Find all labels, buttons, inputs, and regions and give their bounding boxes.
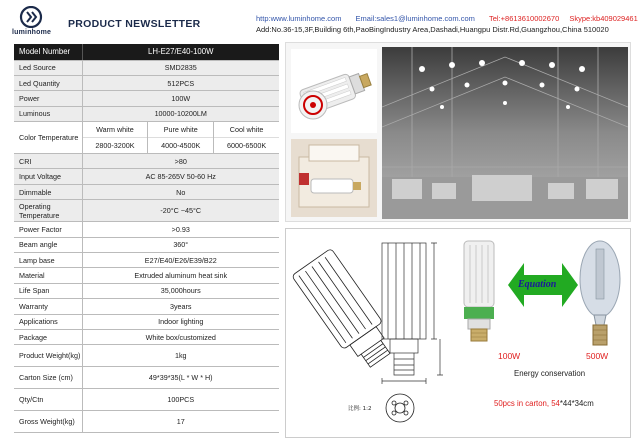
spec-label: Power Factor — [14, 222, 82, 237]
phone-number: Tel:+8613610002670 — [488, 14, 560, 23]
spec-value: AC 85-265V 50-60 Hz — [82, 169, 279, 184]
spec-label: Led Quantity — [14, 75, 82, 90]
spec-row — [14, 253, 279, 268]
spec-label: Model Number — [14, 44, 82, 60]
spec-row — [14, 411, 279, 433]
spec-label: Material — [14, 268, 82, 283]
contact-line — [256, 14, 638, 23]
spec-value: E27/E40/E26/E39/B22 — [82, 253, 279, 268]
spec-label: Gross Weight(kg) — [14, 411, 82, 433]
spec-value: 1kg — [82, 345, 279, 367]
spec-label: Beam angle — [14, 237, 82, 252]
skype-id: Skype:kb409029461 — [569, 14, 638, 23]
spec-row — [14, 200, 279, 222]
spec-label: Luminous — [14, 106, 82, 121]
logo-text: luminhome — [12, 29, 52, 36]
spec-label: Input Voltage — [14, 169, 82, 184]
spec-label: Product Weight(kg) — [14, 345, 82, 367]
spec-value: SMD2835 — [82, 60, 279, 75]
color-temp-name: Warm white — [83, 122, 148, 138]
spec-row — [14, 106, 279, 121]
spec-row — [14, 268, 279, 283]
spec-row — [14, 283, 279, 298]
spec-value: 3years — [82, 299, 279, 314]
spec-value: 512PCS — [82, 75, 279, 90]
carton-info — [494, 399, 594, 408]
equation-label: Equation — [518, 279, 557, 290]
spec-value: 360° — [82, 237, 279, 252]
color-temp-range: 2800-3200K — [95, 141, 135, 151]
color-temperature-grid — [83, 122, 280, 153]
spec-value: -20°C ~45°C — [82, 200, 279, 222]
color-temp-option — [214, 122, 279, 153]
spec-value: 49*39*35(L * W * H) — [82, 367, 279, 389]
spec-value: Extruded aluminum heat sink — [82, 268, 279, 283]
spec-label: Life Span — [14, 283, 82, 298]
spec-label: Power — [14, 91, 82, 106]
dimension-drawing — [374, 235, 454, 387]
color-temp-name: Pure white — [148, 122, 213, 138]
spec-value: 100PCS — [82, 389, 279, 411]
email-link[interactable]: Email:sales1@luminhome.com.com — [355, 14, 475, 23]
hid-lamp-photo — [576, 235, 624, 351]
comparison-panel — [285, 228, 631, 438]
spec-value: No — [82, 184, 279, 199]
spec-row-color-temperature — [14, 122, 279, 154]
carton-dimensions: *44*34cm — [559, 399, 594, 408]
spec-label: Dimmable — [14, 184, 82, 199]
spec-value: >80 — [82, 154, 279, 169]
page-title: PRODUCT NEWSLETTER — [68, 18, 201, 30]
spec-value: 35,000hours — [82, 283, 279, 298]
spec-value: 100W — [82, 91, 279, 106]
carton-info-text: 50pcs in carton, 54 — [494, 399, 560, 408]
spec-label: Qty/Ctn — [14, 389, 82, 411]
website-link[interactable]: http:www.luminhome.com — [256, 14, 342, 23]
spec-value: 10000-10200LM — [82, 106, 279, 121]
spec-label: CRI — [14, 154, 82, 169]
spec-row — [14, 91, 279, 106]
spec-value: LH-E27/E40-100W — [82, 44, 279, 60]
spec-row — [14, 169, 279, 184]
packaging-box-photo — [291, 139, 377, 217]
spec-row-model — [14, 44, 279, 60]
led-corn-bulb-photo — [454, 237, 504, 349]
spec-value: 17 — [82, 411, 279, 433]
energy-conservation-text: Energy conservation — [514, 369, 586, 378]
spec-row — [14, 299, 279, 314]
hid-wattage: 500W — [586, 351, 609, 361]
product-photo-panel — [285, 42, 631, 222]
spec-label: Led Source — [14, 60, 82, 75]
corn-bulb-photo — [291, 49, 377, 133]
luminhome-logo-icon — [18, 6, 44, 28]
spec-label: Package — [14, 329, 82, 344]
spec-label: Carton Size (cm) — [14, 367, 82, 389]
color-temp-range: 6000-6500K — [226, 141, 267, 151]
spec-row — [14, 222, 279, 237]
spec-row — [14, 184, 279, 199]
drawing-scale: 比例: 1:2 — [348, 406, 372, 412]
spec-row — [14, 314, 279, 329]
spec-label: Operating Temperature — [14, 200, 82, 222]
spec-label: Lamp base — [14, 253, 82, 268]
newsletter-header — [0, 0, 638, 40]
color-temp-option — [148, 122, 214, 153]
warehouse-application-photo — [382, 47, 628, 219]
spec-row — [14, 389, 279, 411]
spec-value: White box/customized — [82, 329, 279, 344]
spec-row — [14, 329, 279, 344]
spec-label: Color Temperature — [14, 122, 82, 154]
spec-row — [14, 60, 279, 75]
spec-row — [14, 237, 279, 252]
spec-value: >0.93 — [82, 222, 279, 237]
spec-label: Applications — [14, 314, 82, 329]
color-temp-name: Cool white — [214, 122, 279, 138]
address-line: Add:No.36-15,3F,Building 6th,PaoBingIndustry Area,Dashadi,Huangpu Distr.Rd,Guangzhou,China 510020 — [256, 25, 609, 34]
spec-row — [14, 154, 279, 169]
color-temp-range: 4000-4500K — [161, 141, 201, 151]
spec-row — [14, 75, 279, 90]
spec-value: Indoor lighting — [82, 314, 279, 329]
spec-label: Warranty — [14, 299, 82, 314]
spec-table — [14, 44, 279, 433]
color-temp-option — [83, 122, 149, 153]
led-wattage: 100W — [498, 351, 521, 361]
spec-row — [14, 367, 279, 389]
spec-row — [14, 345, 279, 367]
